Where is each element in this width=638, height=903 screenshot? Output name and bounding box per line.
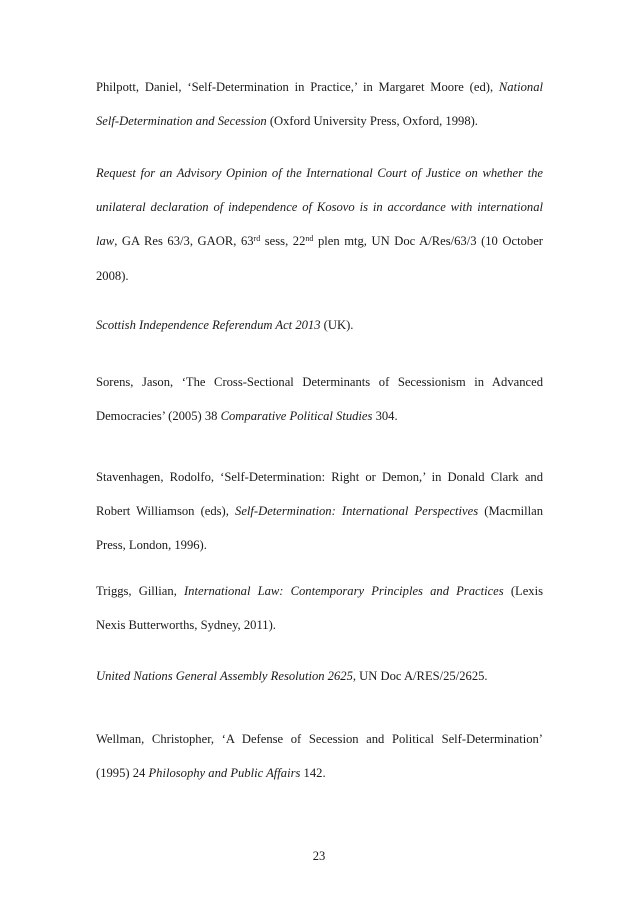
entry-text: 2008). — [96, 268, 129, 283]
entry-line — [96, 190, 543, 224]
entry-italic-text: law — [96, 234, 115, 249]
entry-line — [96, 365, 543, 399]
entry-text: 142. — [300, 766, 326, 781]
entry-text: Stavenhagen, Rodolfo, ‘Self-Determination: Right or Demon,’ in Donald Clark and — [96, 470, 543, 484]
entry-text: (UK). — [320, 318, 354, 332]
entry-line — [96, 608, 543, 642]
bibliography-entry-wellman — [96, 722, 543, 790]
superscript: nd — [305, 234, 314, 244]
entry-text: (Lexis — [503, 584, 543, 598]
entry-line — [96, 308, 543, 342]
entry-italic-text: International Law: Contemporary Principles and Practices — [183, 584, 504, 598]
entry-text: Democracies’ (2005) 38 — [96, 409, 221, 424]
entry-text: Sorens, Jason, ‘The Cross-Sectional Determinants of Secessionism in Advanced — [96, 375, 543, 389]
bibliography-entry-sorens — [96, 365, 543, 433]
entry-text: (1995) 24 — [96, 766, 149, 781]
entry-line — [96, 460, 543, 494]
bibliography-entry-triggs — [96, 574, 543, 642]
entry-text: (Oxford University Press, Oxford, 1998). — [266, 114, 478, 129]
entry-line — [96, 574, 543, 608]
bibliography-entry-philpott — [96, 70, 543, 138]
page-number: 23 — [312, 849, 326, 863]
entry-text: Robert Williamson (eds), — [96, 504, 236, 519]
entry-italic-text: National — [498, 80, 543, 94]
superscript: rd — [253, 234, 261, 244]
entry-line — [96, 104, 543, 138]
entry-italic-text: Philosophy and Public Affairs — [148, 766, 301, 781]
bibliography-entry-kosovo — [96, 156, 543, 293]
entry-text: Press, London, 1996). — [96, 538, 207, 553]
entry-line — [96, 259, 543, 293]
entry-italic-text: Self-Determination and Secession — [96, 114, 267, 129]
entry-line — [96, 722, 543, 756]
bibliography-entry-unga — [96, 659, 543, 693]
bibliography-entry-stavenhagen — [96, 460, 543, 563]
entry-line — [96, 224, 543, 258]
entry-line — [96, 399, 543, 433]
entry-italic-text: unilateral declaration of independence of Kosovo is in accordance with international — [96, 200, 543, 215]
entry-text: 304. — [372, 409, 398, 424]
entry-text: (Macmillan — [478, 504, 544, 519]
entry-line — [96, 528, 543, 562]
bibliography-entry-scottish — [96, 308, 543, 342]
entry-text: , GA Res 63/3, GAOR, 63 — [114, 234, 254, 249]
entry-text: Philpott, Daniel, ‘Self-Determination in Practice,’ in Margaret Moore (ed), — [96, 80, 499, 94]
entry-line — [96, 659, 543, 693]
entry-italic-text: Comparative Political Studies — [220, 409, 373, 424]
entry-italic-text: United Nations General Assembly Resolution 2625 — [96, 669, 353, 683]
entry-italic-text: Self-Determination: International Perspectives — [235, 504, 479, 519]
entry-text: plen mtg, UN Doc A/Res/63/3 (10 October — [313, 234, 543, 249]
entry-text: Nexis Butterworths, Sydney, 2011). — [96, 618, 276, 633]
entry-text: , UN Doc A/RES/25/2625. — [352, 669, 488, 683]
entry-italic-text: Request for an Advisory Opinion of the International Court of Justice on whether the — [96, 166, 543, 180]
entry-line — [96, 494, 543, 528]
entry-line — [96, 156, 543, 190]
entry-line — [96, 70, 543, 104]
entry-italic-text: Scottish Independence Referendum Act 2013 — [96, 318, 321, 332]
entry-line — [96, 756, 543, 790]
entry-text: Wellman, Christopher, ‘A Defense of Secession and Political Self-Determination’ — [96, 732, 543, 746]
entry-text: Triggs, Gillian, — [96, 584, 184, 598]
entry-text: sess, 22 — [260, 234, 306, 249]
